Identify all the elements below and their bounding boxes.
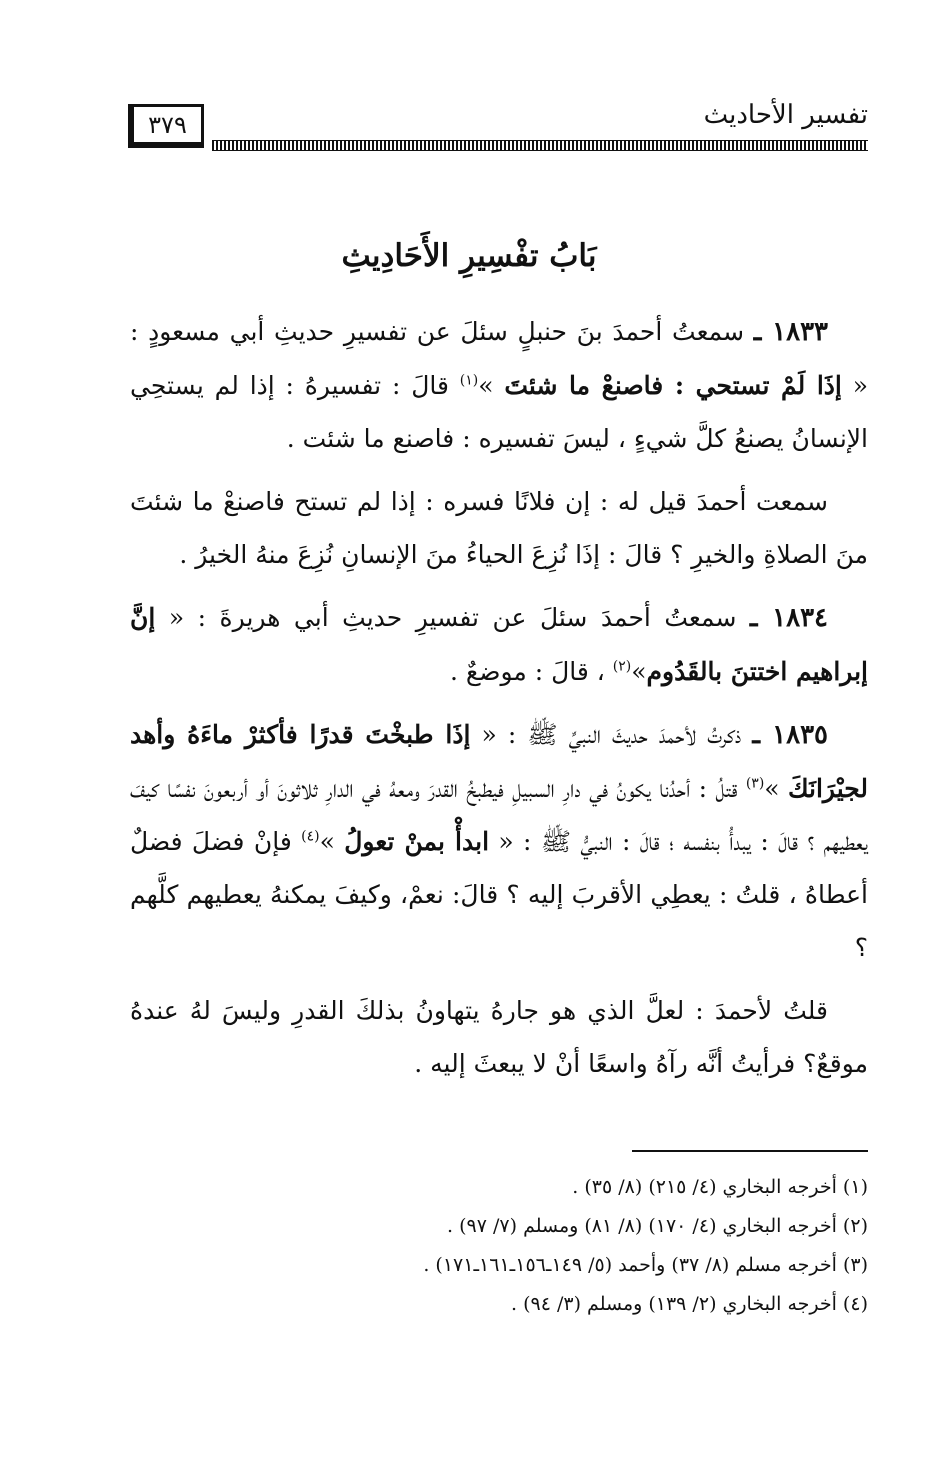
hadith-quote: إذَا لَمْ تستحي : فاصنعْ ما شئتَ — [504, 371, 842, 400]
text-run: سمعت أحمدَ قيل له : إن فلانًا فسره : إذا لم تستح فاصنعْ ما شئتَ منَ الصلاةِ والخيرِ ؟ قالَ : إذَا نُزِعَ الحياءُ منَ الإنسانِ نُزِعَ منهُ الخيرُ . — [130, 487, 868, 569]
text-run: سمعتُ أحمدَ سئلَ عن تفسيرِ حديثِ أبي هريرةَ : « — [155, 603, 750, 632]
footnote-separator — [632, 1150, 868, 1152]
hadith-number: ١٨٣٥ ـ — [752, 720, 828, 750]
hadith-number: ١٨٣٣ ـ — [753, 317, 829, 347]
paragraph — [130, 984, 868, 1090]
text-run: » — [764, 774, 788, 803]
text-run: » — [319, 827, 345, 856]
hadith-number: ١٨٣٤ ـ — [749, 603, 828, 633]
page-number-box — [128, 104, 204, 148]
footnote: (١) أخرجه البخاري (٤/ ٢١٥) (٨/ ٣٥) . — [572, 1176, 868, 1198]
main-text — [130, 305, 868, 1100]
text-run: » — [478, 371, 505, 400]
text-run: قتلُ : أحدُنا يكونُ في دارِ السبيلِ فيطبخُ القدرَ ومعهُ في الدارِ ثلاثونَ أو أربعونَ نفسًا كيفَ يعطيهم ؟ قالَ : يبدأُ بنفسه ؛ قالَ : النبيُّ ﷺ : « — [130, 774, 868, 856]
text-run: فإنْ فضلَ فضلٌ أعطاهُ ، قلتُ : يعطِي الأقربَ إليه ؟ قالَ: نعمْ، وكيفَ يمكنهُ يعطيهم كلَّهم ؟ — [130, 827, 868, 962]
footnote: (٣) أخرجه مسلم (٨/ ٣٧) وأحمد (٥/ ١٤٩ـ١٥٦ـ١٦١ـ١٧١) . — [423, 1254, 868, 1276]
footnote-ref: (٤) — [301, 828, 320, 845]
text-run: قالَ : تفسيرهُ : إذا لم يستحِي الإنسانُ يصنعُ كلَّ شيءٍ ، ليسَ تفسيره : فاصنع ما شئت . — [130, 371, 868, 453]
footnote: (٢) أخرجه البخاري (٤/ ١٧٠) (٨/ ٨١) ومسلم (٧/ ٩٧) . — [447, 1215, 868, 1237]
hadith-quote: ابدأْ بمنْ تعولُ — [344, 827, 490, 856]
text-run: » — [631, 657, 647, 686]
paragraph — [130, 475, 868, 581]
hadith-quote: إنَّ إبراهيم اختتنَ بالقَدُوم — [130, 603, 868, 686]
footnote-ref: (٣) — [745, 775, 765, 792]
hadith-1835 — [130, 708, 868, 974]
footnote-ref: (١) — [459, 372, 479, 389]
hadith-quote: إذَا طبخْتَ قدرًا فأكثرْ ماءَهُ وأهد لجيْرَانَكَ — [130, 720, 869, 803]
hadith-1833 — [130, 305, 868, 465]
footnote-ref: (٢) — [612, 658, 632, 675]
page-number: ٣٧٩ — [148, 111, 187, 139]
running-header-title: تفسير الأحاديث — [703, 100, 868, 130]
text-run: قلتُ لأحمدَ : لعلَّ الذي هو جارهُ يتهاونُ بذلكَ القدرِ وليسَ لهُ عندهُ موقعٌ؟ فرأيتُ أنَّه رآهُ واسعًا أنْ لا يبعثَ إليه . — [130, 996, 868, 1078]
text-run: ذكرتُ لأحمدَ حديثَ النبيِّ ﷺ : « — [470, 720, 753, 749]
chapter-title: بَابُ تفْسِيرِ الأَحَادِيثِ — [341, 238, 597, 274]
header-rule — [212, 140, 868, 151]
footnote: (٤) أخرجه البخاري (٢/ ١٣٩) ومسلم (٣/ ٩٤) . — [511, 1293, 868, 1315]
hadith-1834 — [130, 591, 868, 698]
text-run: ، قالَ : موضعٌ . — [450, 657, 613, 686]
text-run: سمعتُ أحمدَ بنَ حنبلٍ سئلَ عن تفسيرِ حديثِ أبي مسعودٍ : « — [130, 317, 868, 400]
footnotes — [148, 1168, 868, 1324]
